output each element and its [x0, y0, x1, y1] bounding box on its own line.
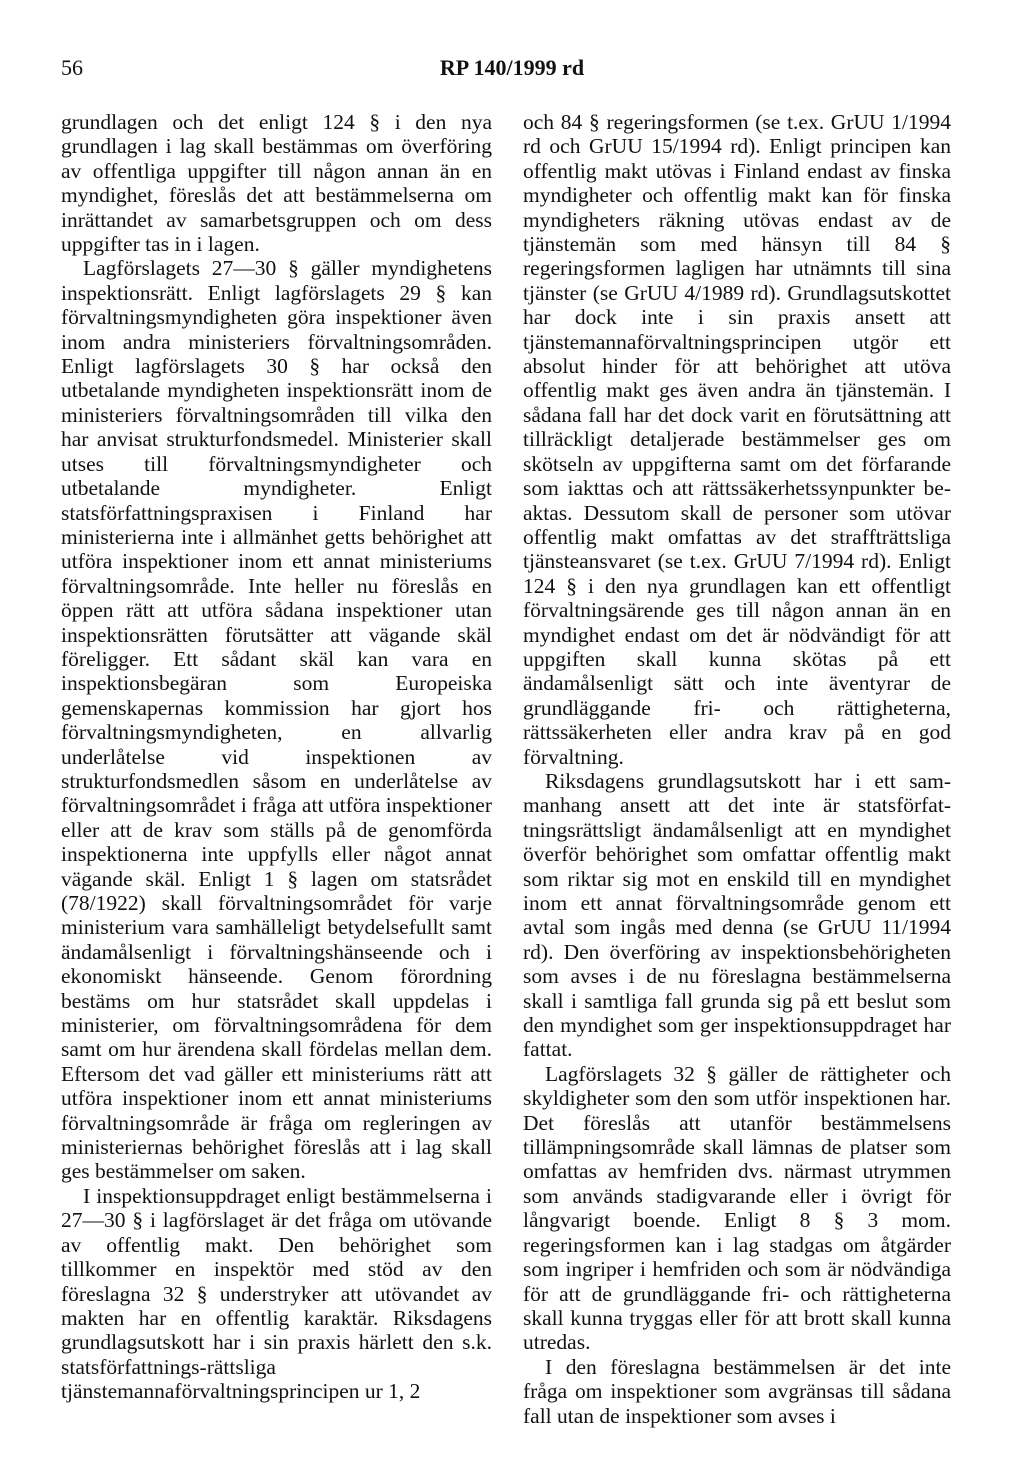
- paragraph: I den föreslagna bestämmelsen är det inte fråga om inspektioner som avgränsas till sådana fall utan de inspektioner som avses i: [523, 1354, 951, 1428]
- paragraph: Riksdagens grundlagsutskott har i ett sammanhang ansett att det inte är statsförfattningsrättsligt ändamålsenligt att en myndighet överför behörighet som omfattar offentlig makt som riktar sig mot en enskild till en myndighet inom ett annat förvaltningsområde genom ett avtal som ingås med denna (se GrUU 11/1994 rd). Den överföring av inspektionsbehörigheten som avses i de nu föreslagna bestämmelserna skall i samtliga fall grunda sig på ett beslut som den myndighet som ger inspektionsuppdraget har fattat.: [523, 768, 951, 1062]
- paragraph: I inspektionsuppdraget enligt bestämmelserna i 27—30 § i lagförslaget är det fråga om utövande av offentlig makt. Den behörighet som tillkommer en inspektör med stöd av den föreslagna 32 § understryker att utövandet av makten har en offentlig karaktär. Riksdagens grundlagsutskott har i sin praxis härlett den s.k. statsförfattnings-rättsliga tjänstemannaförvaltningsprincipen ur 1, 2: [61, 1183, 492, 1404]
- paragraph: Lagförslagets 27—30 § gäller myndighetens inspektionsrätt. Enligt lagförslagets 29 § kan förvaltningsmyndigheten göra inspektioner även inom andra ministeriers förvaltningsområden. Enligt lagförslagets 30 § har också den utbetalande myndigheten inspektionsrätt inom de ministeriers förvaltningsområden till vilka den har anvisat strukturfondsmedel. Ministerier skall utses till förvaltningsmyndigheter och utbetalande myndigheter. Enligt statsförfattningspraxisen i Finland har ministerierna inte i allmänhet getts behörighet att utföra inspektioner inom ett annat ministeriums förvaltningsområde. Inte heller nu föreslås en öppen rätt att utföra sådana inspektioner utan inspektionsrätten förutsätter att vägande skäl föreligger. Ett sådant skäl kan vara en inspektionsbegäran som Europeiska gemenskapernas kommission har gjort hos förvaltningsmyndigheten, en allvarlig underlåtelse vid inspektionen av strukturfondsmedlen såsom en underlåtelse av förvaltningsområdet i fråga att utföra inspektioner eller att de krav som ställs på de genomförda inspektionerna inte uppfylls eller något annat vägande skäl. Enligt 1 § lagen om statsrådet (78/1922) skall förvaltningsområdet för varje ministerium vara samhälleligt betydelsefullt samt ändamålsenligt i förvaltningshänseende och i ekonomiskt hänseende. Genom förordning bestäms om hur statsrådet skall uppdelas i ministerier, om förvaltningsområdena för dem samt om hur ärendena skall fördelas mellan dem. Eftersom det vad gäller ett ministeriums rätt att utföra inspektioner inom ett annat ministeriums förvaltningsområde är fråga om regleringen av ministeriernas behörighet föreslås att i lag skall ges bestämmelser om saken.: [61, 256, 492, 1184]
- paragraph: och 84 § regeringsformen (se t.ex. GrUU 1/1994 rd och GrUU 15/1994 rd). Enligt principen kan offentlig makt utövas i Finland endast av finska myndigheter och offentlig makt kan för finska myndigheters räkning utövas endast av de tjänstemän som med hänsyn till 84 § regeringsformen lagligen har utnämnts till sina tjänster (se GrUU 4/1989 rd). Grundlagsutskottet har dock inte i sin praxis ansett att tjänstemannaförvaltningsprincipen utgör ett absolut hinder för att behörighet att utöva offentlig makt ges även andra än tjänstemän. I sådana fall har det dock varit en förutsättning att tillräckligt detaljerade bestämmelser ges om skötseln av uppgifterna samt om det förfarande som iakttas och att rättssäkerhetssynpunkter beaktas. Dessutom skall de personer som utövar offentlig makt omfattas av det straffträttsliga tjänsteansvaret (se t.ex. GrUU 7/1994 rd). Enligt 124 § i den nya grundlagen kan ett offentligt förvaltningsärende ges till någon annan än en myndighet endast om det är nödvändigt för att uppgiften skall kunna skötas på ett ändamålsenligt sätt och inte äventyrar de grundläggande fri- och rättigheterna, rättssäkerheten eller andra krav på en god förvaltning.: [523, 110, 951, 769]
- paragraph: Lagförslagets 32 § gäller de rättigheter och skyldigheter som den som utför inspektionen har. Det föreslås att utanför bestämmelsens tillämpningsområde skall lämnas de platser som omfattas av hemfriden dvs. närmast utrymmen som används stadigvarande eller i övrigt för långvarigt boende. Enligt 8 § 3 mom. regeringsformen kan i lag stadgas om åtgärder som ingriper i hemfriden och som är nödvändiga för att de grundläggande fri- och rättigheterna skall kunna tryggas eller för att brott skall kunna utredas.: [523, 1061, 951, 1355]
- running-title: RP 140/1999 rd: [439, 55, 585, 80]
- right-column: [523, 110, 951, 1428]
- page-number: 56: [61, 55, 83, 80]
- left-column: [61, 110, 492, 1404]
- paragraph: grundlagen och det enligt 124 § i den nya grundlagen i lag skall bestämmas om överföring av offentliga uppgifter till någon annan än en myndighet, föreslås det att bestämmelserna om inrättandet av samarbetsgruppen och om dess uppgifter tas in i lagen.: [61, 110, 492, 257]
